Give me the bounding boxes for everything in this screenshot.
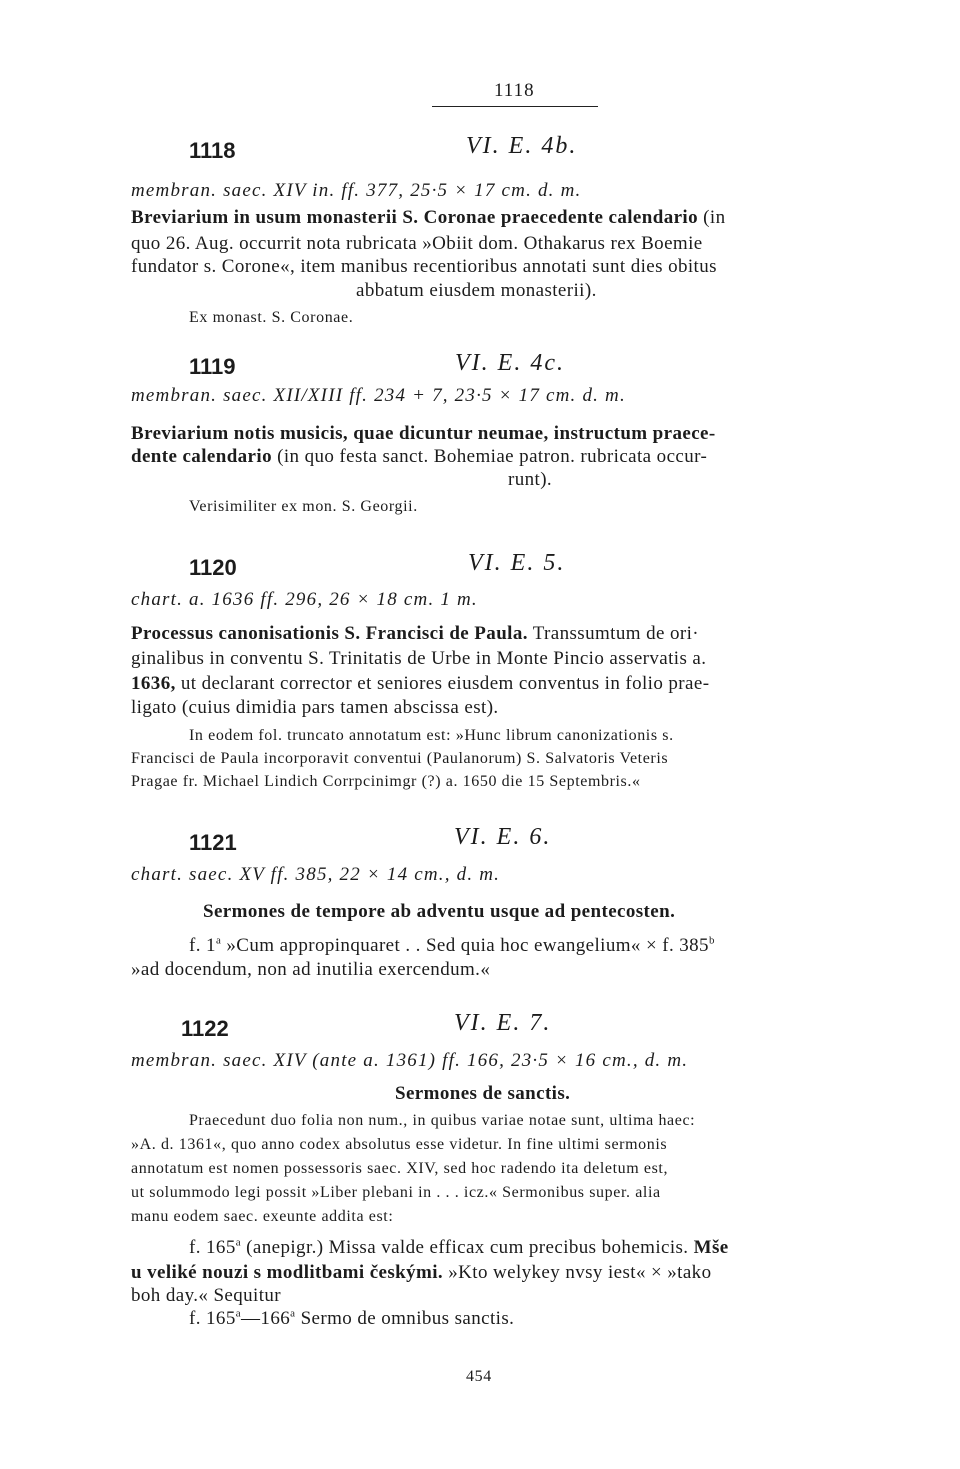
header-rule (432, 106, 598, 107)
physical-description: membran. saec. XII/XIII ff. 234 + 7, 23·5 × 17 cm. d. m. (131, 385, 626, 406)
text-line: runt). (508, 469, 553, 490)
entry-number: 1121 (189, 830, 237, 855)
entry-number: 1122 (181, 1016, 229, 1041)
text-line: »ad docendum, non ad inutilia exercendum.« (131, 959, 491, 980)
entry-title: Processus canonisationis S. Francisci de Paula. (131, 623, 528, 644)
entry-title: Breviarium notis musicis, quae dicuntur neumae, instructum praece- (131, 423, 716, 444)
text-line: dente calendario (in quo festa sanct. Bohemiae patron. rubricata occur- (131, 446, 708, 467)
shelfmark: VI. E. 4b. (466, 133, 578, 159)
note-line: Francisci de Paula incorporavit conventui (Paulanorum) S. Salvatoris Veteris (131, 750, 669, 767)
entry-number: 1120 (189, 555, 237, 580)
entry-title: Sermones de tempore ab adventu usque ad pentecosten. (203, 901, 676, 922)
physical-description: membran. saec. XIV in. ff. 377, 25·5 × 17 cm. d. m. (131, 180, 582, 201)
provenance: Verisimiliter ex mon. S. Georgii. (189, 498, 418, 515)
text-line: ginalibus in conventu S. Trinitatis de Urbe in Monte Pincio asservatis a. (131, 648, 707, 669)
shelfmark: VI. E. 6. (454, 824, 552, 850)
entry-number: 1118 (189, 138, 236, 163)
shelfmark: VI. E. 5. (468, 550, 566, 576)
physical-description: chart. a. 1636 ff. 296, 26 × 18 cm. 1 m. (131, 589, 478, 610)
note-line: manu eodem saec. exeunte addita est: (131, 1208, 394, 1225)
note-line: Pragae fr. Michael Lindich Corrpcinimgr (?) a. 1650 die 15 Septembris.« (131, 773, 641, 790)
text-line: fundator s. Corone«, item manibus recentioribus annotati sunt dies obitus (131, 256, 717, 277)
physical-description: chart. saec. XV ff. 385, 22 × 14 cm., d. m. (131, 864, 501, 885)
text-line: f. 1$^a$ »Cum appropinquaret . . Sed quia hoc ewangelium« × f. 385$^b$ (189, 934, 715, 956)
entry-title-line: Breviarium in usum monasterii S. Coronae praecedente calendario (in (131, 207, 726, 228)
text-line: 1636, ut declarant corrector et seniores eiusdem conventus in folio prae- (131, 673, 710, 694)
text-line: u veliké nouzi s modlitbami českými. »Kto welykey nvsy iest« × »tako (131, 1262, 712, 1283)
shelfmark: VI. E. 7. (454, 1010, 552, 1036)
entry-title-line: Processus canonisationis S. Francisci de Paula. Transsumtum de ori· (131, 623, 699, 644)
running-page-number: 1118 (494, 80, 535, 101)
physical-description: membran. saec. XIV (ante a. 1361) ff. 166, 23·5 × 16 cm., d. m. (131, 1050, 689, 1071)
note-line: ut solummodo legi possit »Liber plebani in . . . icz.« Sermonibus super. alia (131, 1184, 661, 1201)
note-line: annotatum est nomen possessoris saec. XIV, sed hoc radendo ita deletum est, (131, 1160, 669, 1177)
text-line: boh day.« Sequitur (131, 1285, 282, 1306)
text-line: f. 165$^a$ (anepigr.) Missa valde efficax cum precibus bohemicis. Mše (189, 1236, 729, 1258)
note-line: »A. d. 1361«, quo anno codex absolutus esse videtur. In fine ultimi sermonis (131, 1136, 668, 1153)
shelfmark: VI. E. 4c. (455, 350, 565, 376)
provenance: Ex monast. S. Coronae. (189, 309, 354, 326)
entry-title: Sermones de sanctis. (395, 1083, 571, 1104)
entry-number: 1119 (189, 354, 236, 379)
text-line: ligato (cuius dimidia pars tamen abscissa est). (131, 697, 499, 718)
text-line: f. 165$^a$—166$^a$ Sermo de omnibus sanctis. (189, 1307, 515, 1329)
text-line: abbatum eiusdem monasterii). (356, 280, 597, 301)
footer-page-number: 454 (466, 1368, 492, 1385)
note-line: In eodem fol. truncato annotatum est: »Hunc librum canonizationis s. (189, 727, 674, 744)
text-line: quo 26. Aug. occurrit nota rubricata »Obiit dom. Othakarus rex Boemie (131, 233, 703, 254)
entry-title: Breviarium in usum monasterii S. Coronae praecedente calendario (131, 207, 699, 228)
note-line: Praecedunt duo folia non num., in quibus variae notae sunt, ultima haec: (189, 1112, 696, 1129)
